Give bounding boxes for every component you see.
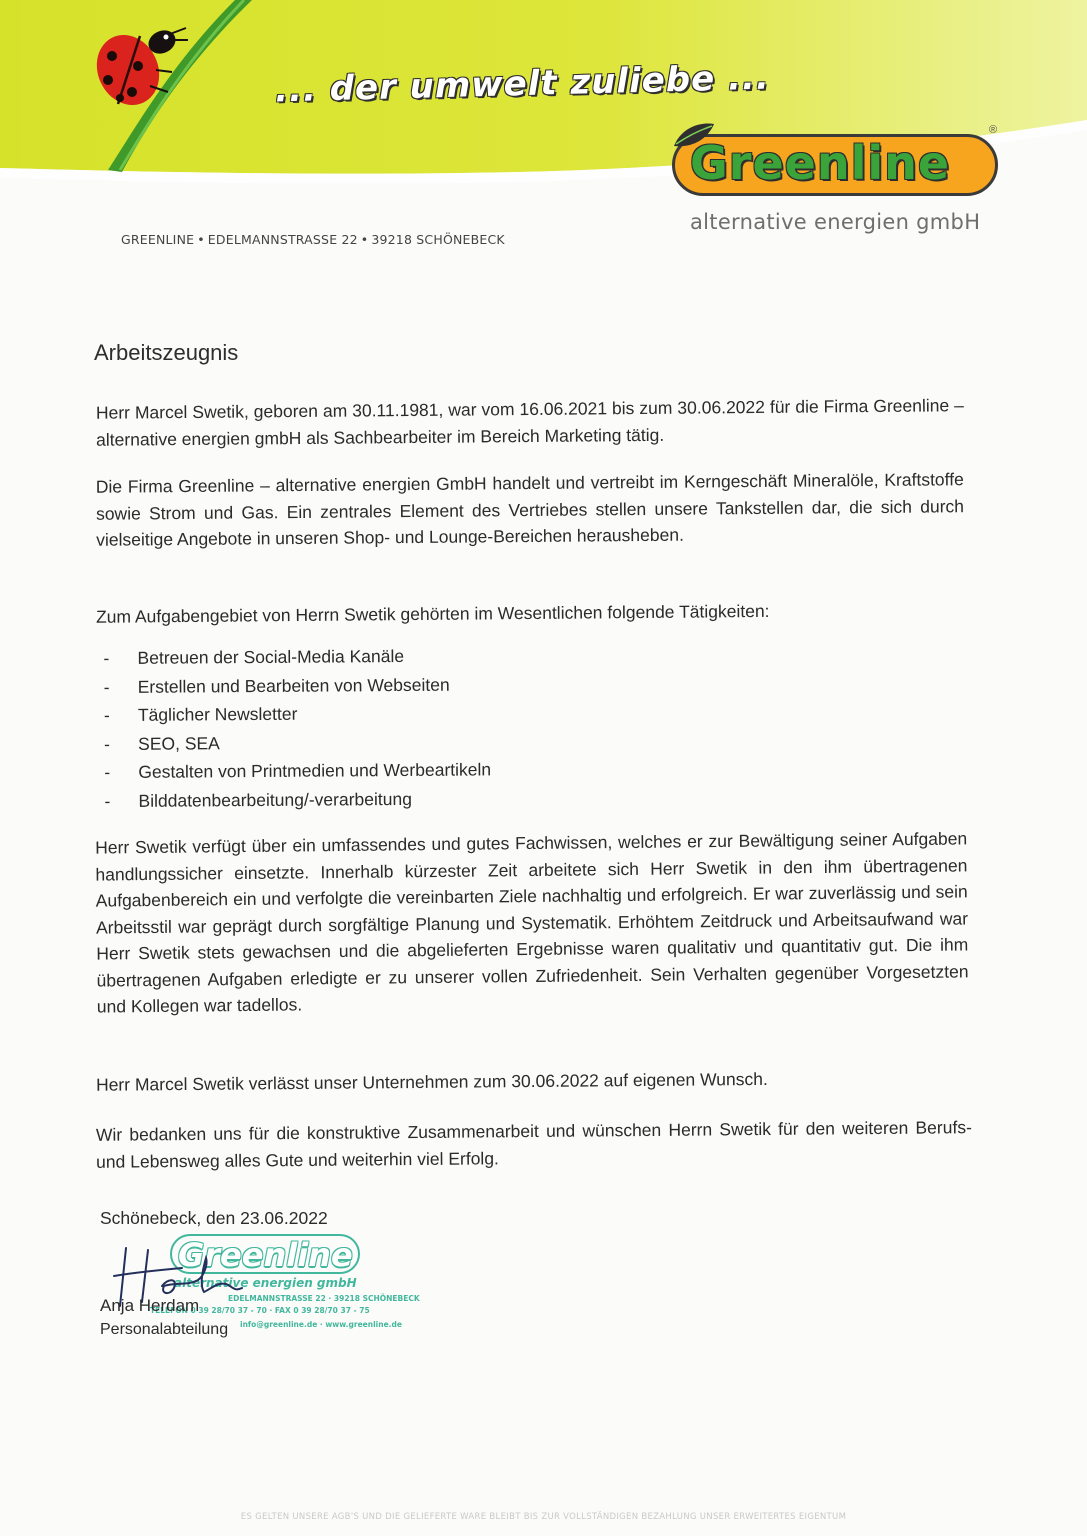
signatory-department: Personalabteilung: [100, 1321, 229, 1338]
paragraph-employment: Herr Marcel Swetik, geboren am 30.11.1981, war vom 16.06.2021 bis zum 30.06.2022 für die Firma Greenline – alternative energien gmbH als Sachbearbeiter im Bereich Marketing tätig.: [95, 395, 964, 450]
list-item: - Betreuen der Social-Media Kanäle: [99, 640, 699, 673]
footer-terms: ES GELTEN UNSERE AGB'S UND DIE GELIEFERTE WARE BLEIBT BIS ZUR VOLLSTÄNDIGEN BEZAHLUNG UNSER ERWEITERTES EIGENTUM: [240, 1512, 847, 1522]
logo-subtitle: alternative energien gmbH: [690, 210, 981, 234]
paragraph-departure: Herr Marcel Swetik verlässt unser Unternehmen zum 30.06.2022 auf eigenen Wunsch.: [95, 1068, 768, 1095]
list-item: - Gestalten von Printmedien und Werbeartikeln: [100, 754, 700, 787]
leaf-icon: [672, 122, 716, 148]
place-date: Schönebeck, den 23.06.2022: [100, 1208, 328, 1228]
greenline-logo: [672, 122, 1006, 202]
slogan: ... der umwelt zuliebe ...: [274, 57, 771, 111]
signatory-name: Anja Herdam: [100, 1296, 200, 1315]
paragraph-closing: Wir bedanken uns für die konstruktive Zusammenarbeit und wünschen Herrn Swetik für den weiteren Berufs- und Lebensweg alles Gute und weiterhin viel Erfolg.: [95, 1117, 972, 1172]
registered-mark: ®: [989, 124, 998, 136]
task-list: [99, 640, 700, 815]
stamp-web: info@greenline.de · www.greenline.de: [240, 1320, 402, 1329]
list-item: - Bilddatenbearbeitung/-verarbeitung: [100, 782, 700, 815]
list-item: - Täglicher Newsletter: [100, 697, 700, 730]
paragraph-tasks-intro: Zum Aufgabengebiet von Herrn Swetik gehörten im Wesentlichen folgende Tätigkeiten:: [95, 600, 770, 627]
logo-text: Greenline: [690, 136, 951, 190]
stamp-address: EDELMANNSTRASSE 22 · 39218 SCHÖNEBECK: [228, 1294, 420, 1303]
sender-line: GREENLINE • EDELMANNSTRASSE 22 • 39218 SCHÖNEBECK: [121, 232, 505, 247]
sender-company: GREENLINE: [121, 232, 195, 247]
letter-title: Arbeitszeugnis: [94, 340, 239, 365]
letterhead-band: [0, 0, 1087, 215]
list-item: - Erstellen und Bearbeiten von Webseiten: [100, 668, 700, 701]
list-item: - SEO, SEA: [100, 725, 700, 758]
stamp-logo-text: Greenline: [178, 1236, 353, 1274]
sender-city: 39218 SCHÖNEBECK: [371, 232, 505, 247]
sender-street: EDELMANNSTRASSE 22: [207, 232, 358, 247]
paragraph-company: Die Firma Greenline – alternative energien GmbH handelt und vertreibt im Kerngeschäft Mineralöle, Kraftstoffe sowie Strom und Gas. Ein zentrales Element des Vertriebes stellen unsere Tankstellen dar, die sich durch vielseitige Angebote in unseren Shop- und Lounge-Bereichen herausheben.: [95, 469, 965, 550]
stamp-phone-fax: TELEFON 0 39 28/70 37 - 70 · FAX 0 39 28/70 37 - 75: [150, 1306, 370, 1315]
paragraph-evaluation: Herr Swetik verfügt über ein umfassendes und gutes Fachwissen, welches er zur Bewältigung seiner Aufgaben handlungssicher einsetzte. Innerhalb kürzester Zeit arbeitete sich Herr Swetik in den ihm übertragenen Aufgabenbereich ein und verfolgte die vereinbarten Ziele nachhaltig und erfolgreich. Er war zuverlässig und sein Arbeitsstil war geprägt durch sorgfältige Planung und Systematik. Erhöhtem Zeitdruck und Arbeitsaufwand war Herr Swetik stets gewachsen und die abgelieferten Ergebnisse waren qualitativ und quantitativ gut. Die ihm übertragenen Aufgaben erledigte er zu unserer vollen Zufriedenheit. Sein Verhalten gegenüber Vorgesetzten und Kollegen war tadellos.: [95, 828, 969, 1017]
stamp-subtitle: alternative energien gmbH: [174, 1276, 357, 1290]
